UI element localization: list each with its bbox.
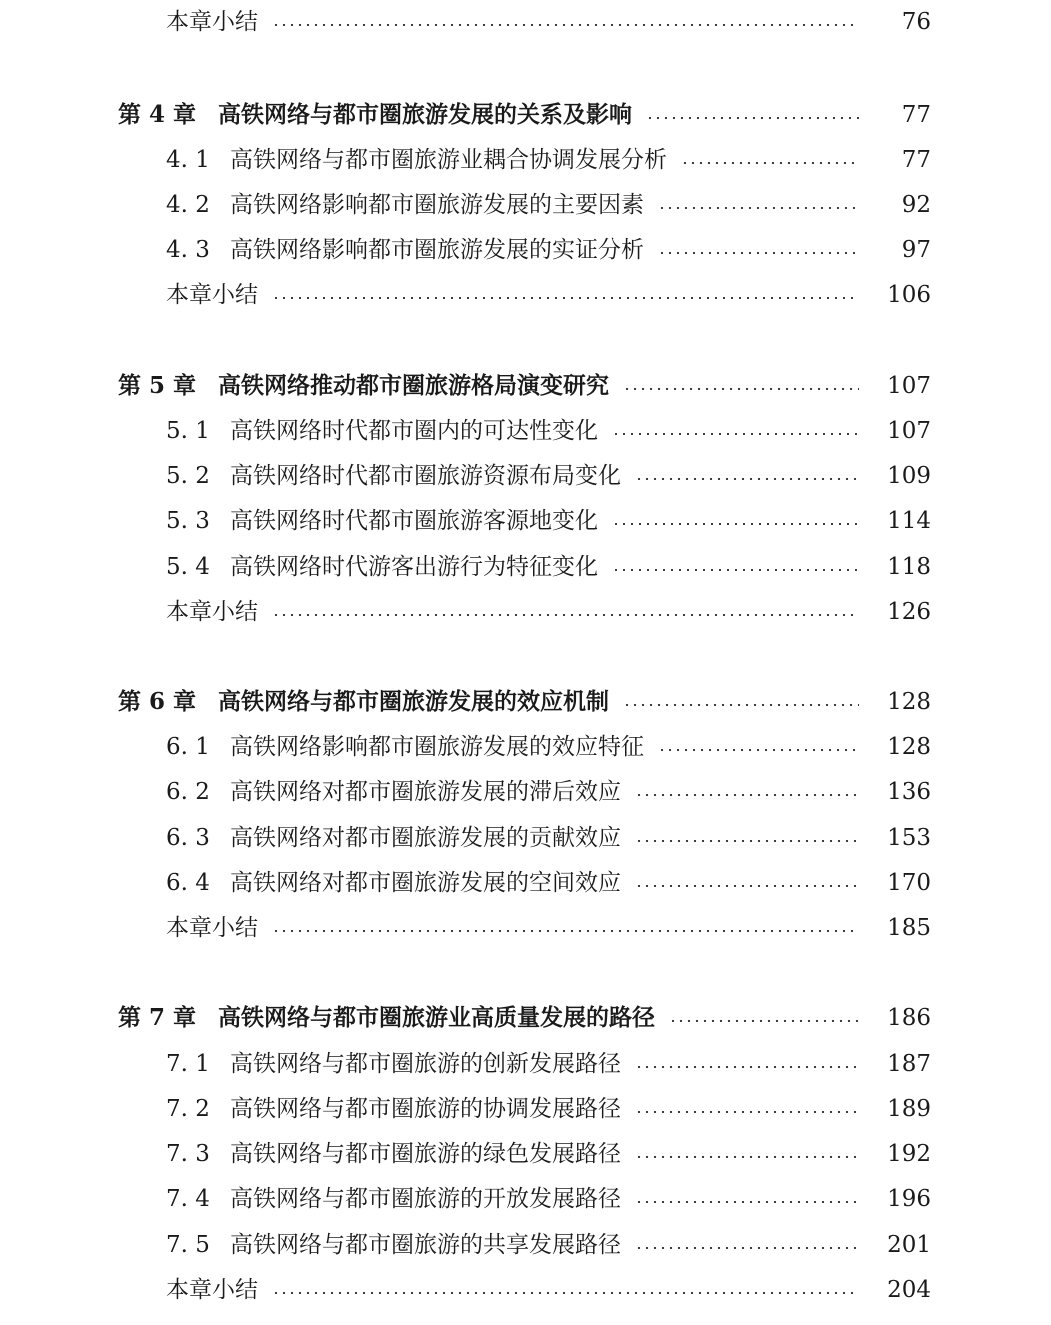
page-number: 186 — [887, 1005, 931, 1031]
section-number: 7. 3 — [166, 1141, 210, 1167]
dot-leader — [635, 478, 859, 480]
chapter-label: 第 7 章 — [118, 1004, 197, 1031]
chapter-title: 高铁网络与都市圈旅游发展的效应机制 — [218, 688, 609, 715]
section-title: 高铁网络时代都市圈旅游客源地变化 — [230, 508, 598, 534]
page-number: 106 — [887, 282, 931, 308]
section-number: 5. 3 — [166, 508, 210, 534]
chapter-title: 高铁网络与都市圈旅游业高质量发展的路径 — [218, 1004, 655, 1031]
toc-summary-line[interactable] — [0, 275, 1051, 315]
page-number: 92 — [901, 192, 931, 218]
toc-section-line[interactable] — [0, 1089, 1051, 1129]
section-title: 高铁网络与都市圈旅游的协调发展路径 — [230, 1096, 621, 1122]
summary-title: 本章小结 — [166, 282, 258, 308]
section-title: 高铁网络与都市圈旅游业耦合协调发展分析 — [230, 147, 667, 173]
toc-section-line[interactable] — [0, 818, 1051, 858]
dot-leader — [272, 1292, 859, 1294]
section-number: 6. 3 — [166, 825, 210, 851]
chapter-label: 第 6 章 — [118, 688, 197, 715]
page-number: 204 — [887, 1277, 931, 1303]
page-number: 153 — [887, 825, 931, 851]
dot-leader — [272, 614, 859, 616]
dot-leader — [635, 885, 859, 887]
page-number: 77 — [901, 102, 931, 128]
dot-leader — [612, 523, 859, 525]
chapter-title: 高铁网络推动都市圈旅游格局演变研究 — [218, 372, 609, 399]
toc-section-line[interactable] — [0, 456, 1051, 496]
dot-leader — [635, 1066, 859, 1068]
dot-leader — [612, 569, 859, 571]
section-title: 高铁网络与都市圈旅游的绿色发展路径 — [230, 1141, 621, 1167]
section-number: 6. 4 — [166, 870, 210, 896]
page-number: 118 — [887, 554, 931, 580]
section-number: 6. 2 — [166, 779, 210, 805]
section-title: 高铁网络时代游客出游行为特征变化 — [230, 554, 598, 580]
toc-chapter-line[interactable] — [0, 366, 1051, 406]
section-number: 6. 1 — [166, 734, 210, 760]
section-title: 高铁网络对都市圈旅游发展的滞后效应 — [230, 779, 621, 805]
toc-section-line[interactable] — [0, 185, 1051, 225]
summary-title: 本章小结 — [166, 1277, 258, 1303]
page-number: 76 — [901, 9, 931, 35]
section-number: 4. 2 — [166, 192, 210, 218]
page-number: 187 — [887, 1051, 931, 1077]
section-title: 高铁网络与都市圈旅游的共享发展路径 — [230, 1232, 621, 1258]
summary-title: 本章小结 — [166, 9, 258, 35]
toc-section-line[interactable] — [0, 501, 1051, 541]
toc-section-line[interactable] — [0, 727, 1051, 767]
dot-leader — [272, 24, 859, 26]
page-number: 170 — [887, 870, 931, 896]
section-title: 高铁网络时代都市圈旅游资源布局变化 — [230, 463, 621, 489]
toc-section-line[interactable] — [0, 547, 1051, 587]
dot-leader — [658, 749, 859, 751]
page-number: 201 — [887, 1232, 931, 1258]
dot-leader — [646, 117, 859, 119]
section-title: 高铁网络影响都市圈旅游发展的主要因素 — [230, 192, 644, 218]
section-number: 5. 4 — [166, 554, 210, 580]
section-title: 高铁网络对都市圈旅游发展的贡献效应 — [230, 825, 621, 851]
section-number: 7. 4 — [166, 1186, 210, 1212]
toc-section-line[interactable] — [0, 140, 1051, 180]
chapter-title: 高铁网络与都市圈旅游发展的关系及影响 — [218, 101, 632, 128]
toc-section-line[interactable] — [0, 772, 1051, 812]
chapter-label: 第 4 章 — [118, 101, 197, 128]
toc-section-line[interactable] — [0, 1225, 1051, 1265]
page-number: 97 — [901, 237, 931, 263]
dot-leader — [635, 1156, 859, 1158]
toc-chapter-line[interactable] — [0, 998, 1051, 1038]
page-number: 107 — [887, 418, 931, 444]
summary-title: 本章小结 — [166, 599, 258, 625]
page-number: 189 — [887, 1096, 931, 1122]
dot-leader — [658, 207, 859, 209]
dot-leader — [635, 1111, 859, 1113]
page-number: 192 — [887, 1141, 931, 1167]
section-title: 高铁网络影响都市圈旅游发展的实证分析 — [230, 237, 644, 263]
section-title: 高铁网络影响都市圈旅游发展的效应特征 — [230, 734, 644, 760]
toc-section-line[interactable] — [0, 1044, 1051, 1084]
toc-section-line[interactable] — [0, 411, 1051, 451]
toc-summary-line[interactable] — [0, 2, 1051, 42]
section-number: 7. 1 — [166, 1051, 210, 1077]
page-number: 185 — [887, 915, 931, 941]
page-number: 109 — [887, 463, 931, 489]
dot-leader — [681, 162, 859, 164]
dot-leader — [272, 930, 859, 932]
dot-leader — [635, 1247, 859, 1249]
dot-leader — [635, 840, 859, 842]
toc-summary-line[interactable] — [0, 908, 1051, 948]
toc-summary-line[interactable] — [0, 1270, 1051, 1310]
section-number: 5. 2 — [166, 463, 210, 489]
page-number: 77 — [901, 147, 931, 173]
chapter-label: 第 5 章 — [118, 372, 197, 399]
page-number: 107 — [887, 373, 931, 399]
section-number: 4. 3 — [166, 237, 210, 263]
toc-summary-line[interactable] — [0, 592, 1051, 632]
dot-leader — [623, 704, 859, 706]
page-number: 196 — [887, 1186, 931, 1212]
section-number: 4. 1 — [166, 147, 210, 173]
dot-leader — [669, 1020, 859, 1022]
section-title: 高铁网络与都市圈旅游的创新发展路径 — [230, 1051, 621, 1077]
page-number: 128 — [887, 734, 931, 760]
dot-leader — [635, 1201, 859, 1203]
dot-leader — [658, 252, 859, 254]
toc-section-line[interactable] — [0, 1179, 1051, 1219]
page-number: 114 — [887, 508, 931, 534]
dot-leader — [635, 794, 859, 796]
page-number: 128 — [887, 689, 931, 715]
toc-section-line[interactable] — [0, 230, 1051, 270]
section-title: 高铁网络对都市圈旅游发展的空间效应 — [230, 870, 621, 896]
dot-leader — [612, 433, 859, 435]
page-number: 126 — [887, 599, 931, 625]
section-number: 7. 5 — [166, 1232, 210, 1258]
section-number: 5. 1 — [166, 418, 210, 444]
page-number: 136 — [887, 779, 931, 805]
toc-section-line[interactable] — [0, 863, 1051, 903]
section-title: 高铁网络与都市圈旅游的开放发展路径 — [230, 1186, 621, 1212]
dot-leader — [623, 388, 859, 390]
toc-chapter-line[interactable] — [0, 682, 1051, 722]
toc-chapter-line[interactable] — [0, 95, 1051, 135]
dot-leader — [272, 297, 859, 299]
section-title: 高铁网络时代都市圈内的可达性变化 — [230, 418, 598, 444]
summary-title: 本章小结 — [166, 915, 258, 941]
section-number: 7. 2 — [166, 1096, 210, 1122]
toc-section-line[interactable] — [0, 1134, 1051, 1174]
